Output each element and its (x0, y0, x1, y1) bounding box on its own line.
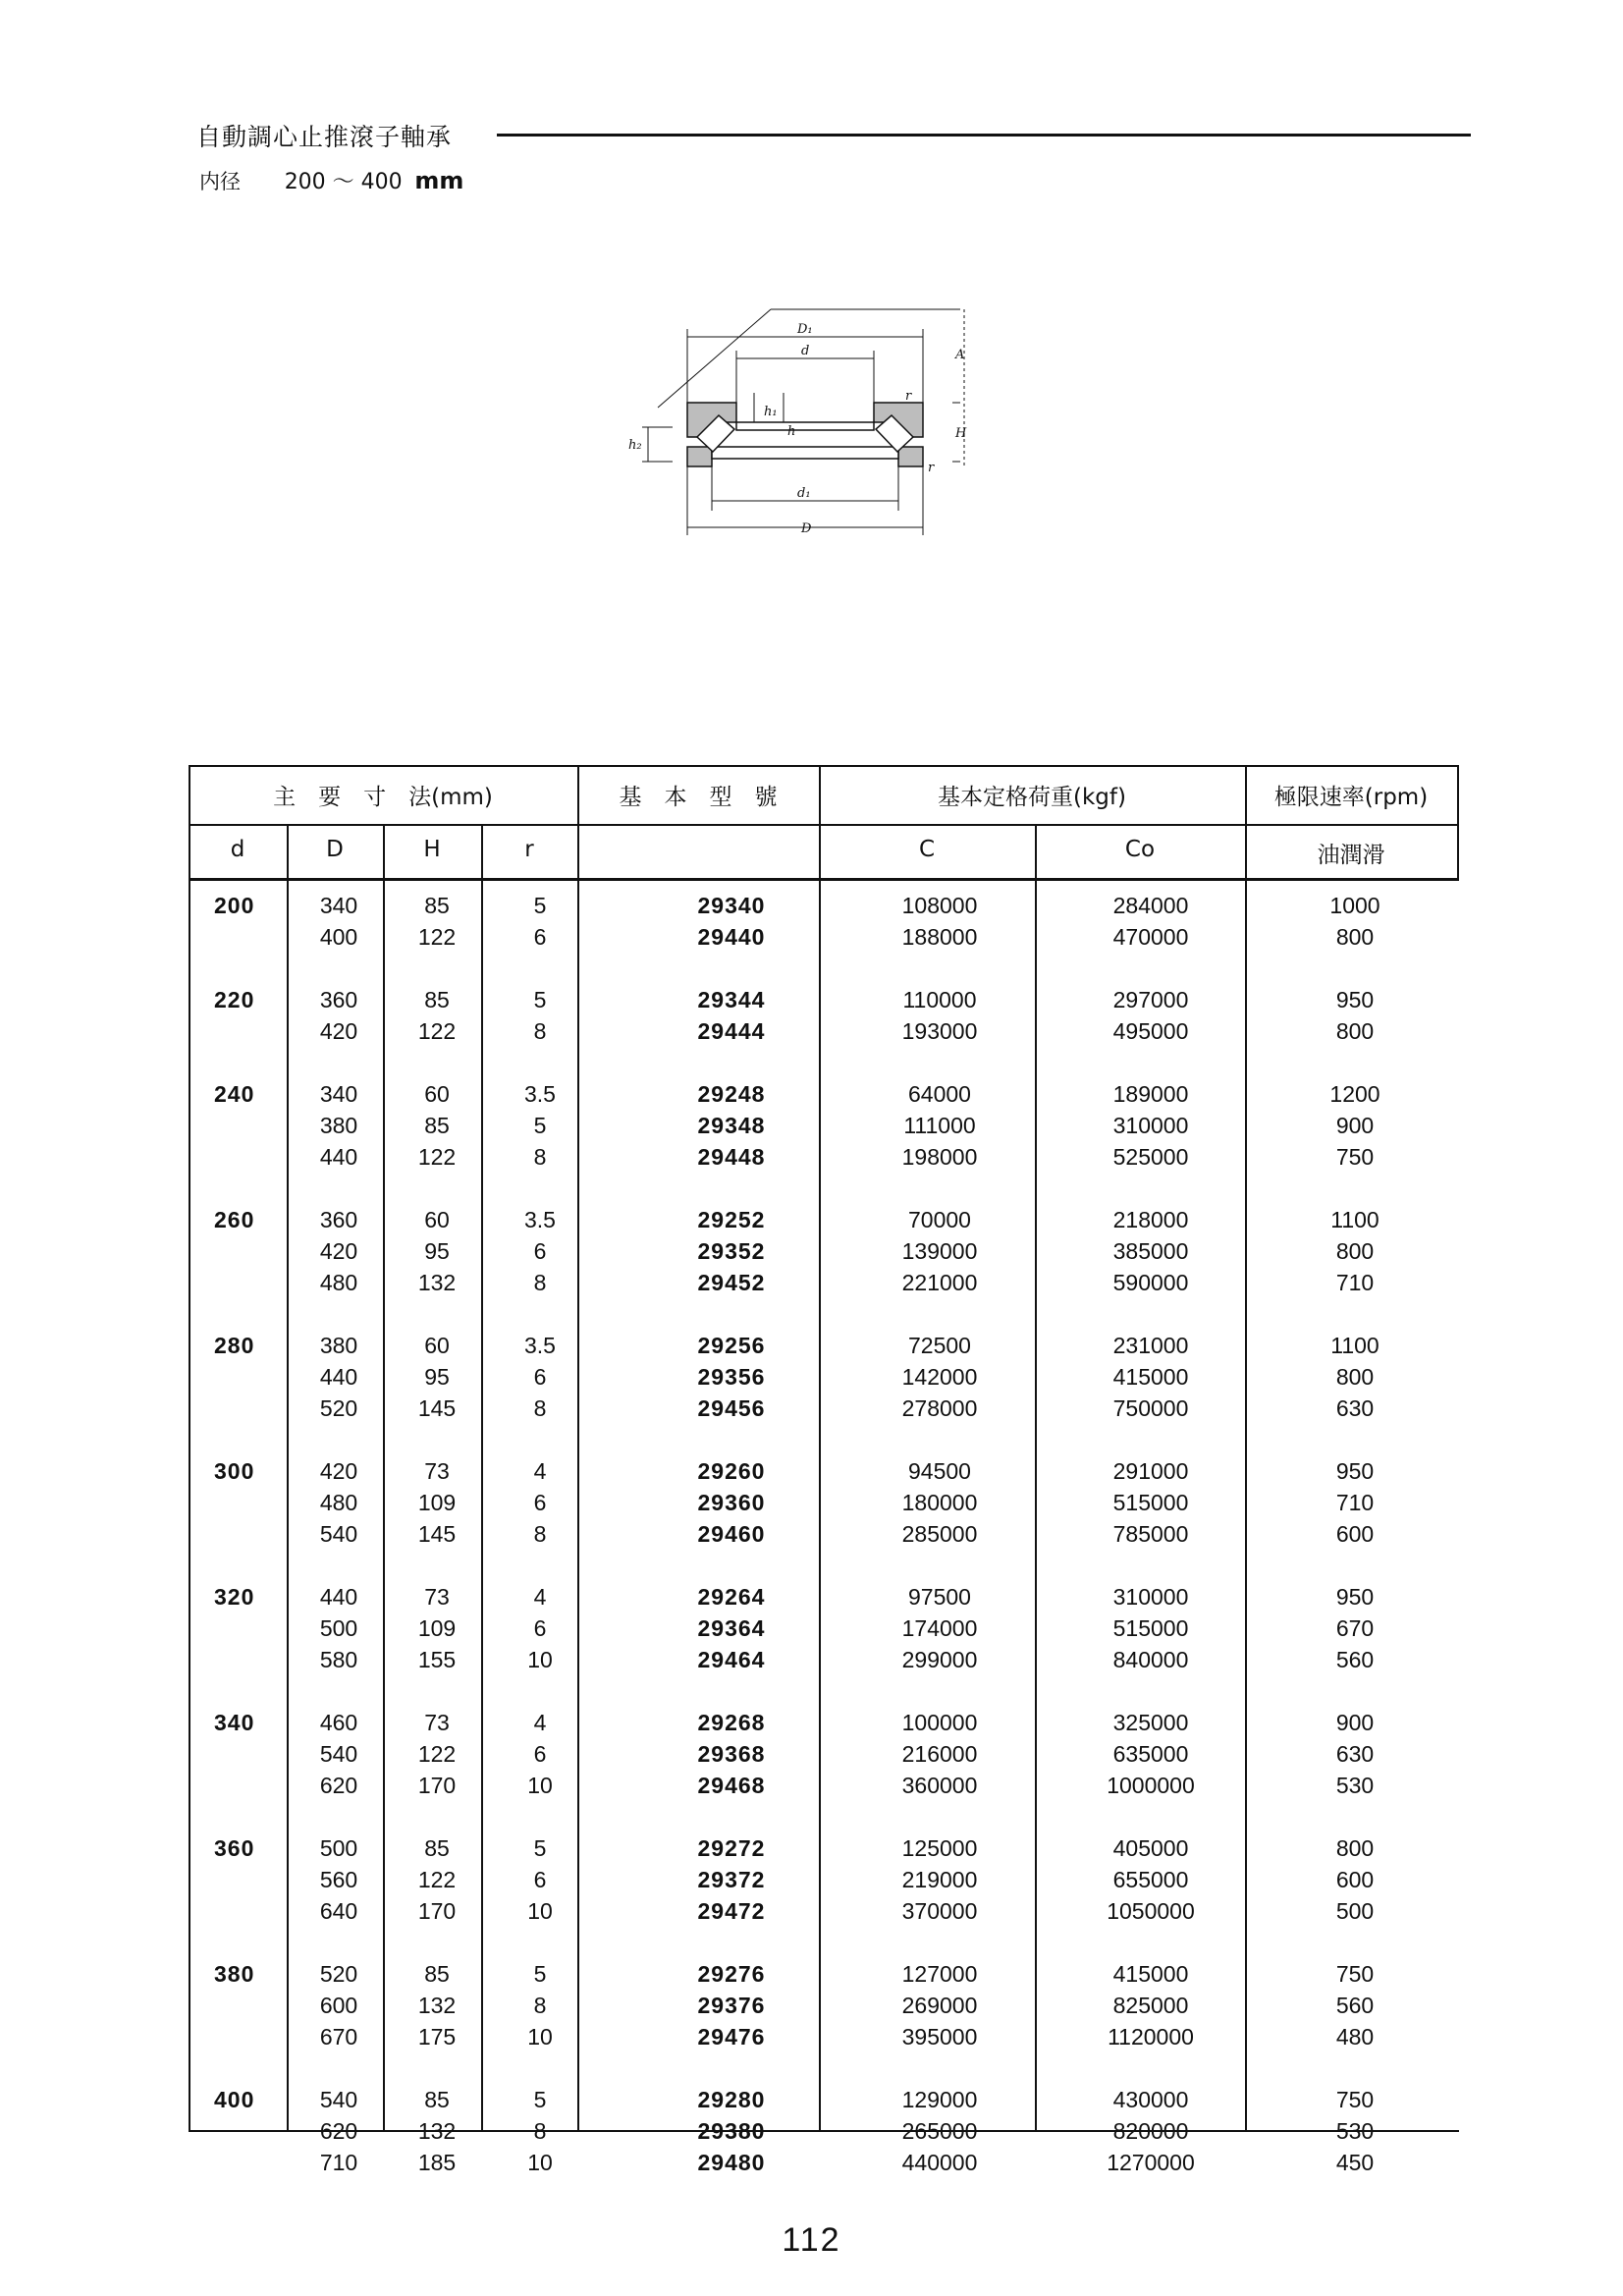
label-D1: D₁ (797, 322, 813, 337)
subtitle-label: 内径 (199, 170, 241, 193)
cell-speed: 560 (1335, 1993, 1375, 2018)
cell-r: 6 (533, 1615, 547, 1641)
cell-H: 132 (417, 1270, 457, 1295)
cell-D: 400 (319, 924, 358, 950)
cell-C: 193000 (901, 1018, 978, 1044)
cell-speed: 450 (1335, 2150, 1375, 2175)
cell-H: 132 (417, 1993, 457, 2018)
cell-speed: 750 (1335, 1961, 1375, 1987)
cell-D: 520 (319, 1961, 358, 1987)
cell-C: 125000 (901, 1835, 978, 1861)
page-number: 112 (782, 2221, 841, 2259)
table-row (189, 984, 1459, 1015)
cell-model: 29472 (697, 1898, 766, 1924)
cell-model: 29268 (697, 1710, 766, 1735)
cell-C: 299000 (901, 1647, 978, 1672)
label-h: h (787, 424, 796, 439)
table-row (189, 1707, 1459, 1738)
cell-speed: 800 (1335, 1364, 1375, 1390)
cell-r: 8 (533, 1144, 547, 1170)
cell-Co: 515000 (1112, 1615, 1189, 1641)
cell-model: 29248 (697, 1081, 766, 1107)
table-row (189, 2084, 1459, 2115)
cell-Co: 297000 (1112, 987, 1189, 1012)
cell-r: 8 (533, 1270, 547, 1295)
cell-speed: 750 (1335, 1144, 1375, 1170)
cell-D: 380 (319, 1333, 358, 1358)
cell-H: 122 (417, 1144, 457, 1170)
cell-model: 29464 (697, 1647, 766, 1672)
cell-r: 10 (527, 2150, 553, 2175)
label-h1: h₁ (764, 405, 778, 419)
cell-H: 73 (424, 1584, 450, 1610)
cell-r: 6 (533, 1364, 547, 1390)
cell-D: 500 (319, 1615, 358, 1641)
cell-speed: 560 (1335, 1647, 1375, 1672)
cell-model: 29340 (697, 893, 766, 918)
cell-speed: 950 (1335, 1584, 1375, 1610)
cell-model: 29440 (697, 924, 766, 950)
cell-D: 540 (319, 2087, 358, 2112)
cell-C: 64000 (908, 1081, 971, 1107)
cell-Co: 189000 (1112, 1081, 1189, 1107)
cell-speed: 600 (1335, 1521, 1375, 1547)
cell-d: 380 (214, 1961, 255, 1987)
cell-D: 640 (319, 1898, 358, 1924)
cell-C: 188000 (901, 924, 978, 950)
cell-D: 420 (319, 1018, 358, 1044)
cell-H: 170 (417, 1898, 457, 1924)
table-row (189, 1015, 1459, 1047)
cell-speed: 710 (1335, 1490, 1375, 1515)
cell-H: 85 (424, 1961, 450, 1987)
cell-Co: 495000 (1112, 1018, 1189, 1044)
cell-Co: 231000 (1112, 1333, 1189, 1358)
cell-model: 29364 (697, 1615, 766, 1641)
cell-H: 109 (417, 1615, 457, 1641)
table-row (189, 1518, 1459, 1550)
cell-speed: 1200 (1329, 1081, 1380, 1107)
label-D: D (801, 521, 812, 536)
cell-C: 180000 (901, 1490, 978, 1515)
cell-r: 6 (533, 1238, 547, 1264)
cell-speed: 800 (1335, 1238, 1375, 1264)
cell-C: 72500 (908, 1333, 971, 1358)
cell-D: 520 (319, 1395, 358, 1421)
cell-Co: 291000 (1112, 1458, 1189, 1484)
cell-H: 185 (417, 2150, 457, 2175)
table-row (189, 1361, 1459, 1393)
cell-model: 29476 (697, 2024, 766, 2050)
header-col-r: r (524, 837, 534, 862)
cell-model: 29372 (697, 1867, 766, 1892)
cell-r: 5 (533, 1113, 547, 1138)
cell-r: 10 (527, 1898, 553, 1924)
cell-r: 5 (533, 987, 547, 1012)
cell-Co: 325000 (1112, 1710, 1189, 1735)
cell-model: 29272 (697, 1835, 766, 1861)
cell-d: 240 (214, 1081, 255, 1107)
table-row (189, 1078, 1459, 1110)
label-A: A (955, 348, 965, 362)
cell-model: 29368 (697, 1741, 766, 1767)
cell-Co: 1050000 (1107, 1898, 1195, 1924)
cell-speed: 1100 (1330, 1207, 1380, 1232)
table-row (189, 1110, 1459, 1141)
cell-Co: 1270000 (1107, 2150, 1195, 2175)
cell-r: 6 (533, 924, 547, 950)
header-col-D: D (326, 837, 344, 862)
subtitle-range: 200 ～ 400 (284, 170, 403, 194)
cell-C: 139000 (901, 1238, 978, 1264)
cell-C: 198000 (901, 1144, 978, 1170)
page-subtitle (199, 165, 463, 195)
cell-r: 6 (533, 1867, 547, 1892)
cell-r: 4 (533, 1584, 547, 1610)
table-row (189, 1204, 1459, 1235)
cell-r: 8 (533, 1018, 547, 1044)
header-speed-group: 極限速率(rpm) (1273, 785, 1429, 810)
cell-C: 97500 (908, 1584, 971, 1610)
subtitle-unit: mm (414, 167, 464, 194)
cell-d: 360 (214, 1835, 255, 1861)
cell-C: 269000 (901, 1993, 978, 2018)
header-col-H: H (423, 837, 441, 862)
table-row (189, 1330, 1459, 1361)
table-row (189, 1393, 1459, 1424)
cell-C: 174000 (901, 1615, 978, 1641)
cell-D: 340 (319, 1081, 358, 1107)
header-col-d: d (230, 837, 245, 862)
cell-D: 420 (319, 1238, 358, 1264)
cell-C: 278000 (901, 1395, 978, 1421)
cell-Co: 310000 (1112, 1584, 1189, 1610)
cell-speed: 950 (1335, 1458, 1375, 1484)
cell-H: 122 (417, 924, 457, 950)
cell-H: 85 (424, 987, 450, 1012)
cell-C: 265000 (901, 2118, 978, 2144)
table-row (189, 1832, 1459, 1864)
cell-D: 420 (319, 1458, 358, 1484)
label-H: H (955, 426, 967, 441)
table-row (189, 1864, 1459, 1895)
cell-C: 108000 (901, 893, 978, 918)
table-row (189, 2021, 1459, 2052)
cell-C: 94500 (908, 1458, 971, 1484)
cell-d: 400 (214, 2087, 255, 2112)
cell-r: 8 (533, 1993, 547, 2018)
cell-H: 95 (424, 1238, 450, 1264)
cell-r: 3.5 (524, 1207, 556, 1232)
table-row (189, 1895, 1459, 1927)
cell-D: 440 (319, 1144, 358, 1170)
cell-H: 85 (424, 1113, 450, 1138)
cell-Co: 1000000 (1107, 1773, 1195, 1798)
cell-model: 29352 (697, 1238, 766, 1264)
cell-Co: 785000 (1112, 1521, 1189, 1547)
cell-model: 29448 (697, 1144, 766, 1170)
cell-model: 29480 (697, 2150, 766, 2175)
cell-r: 8 (533, 1521, 547, 1547)
table-row (189, 890, 1459, 921)
cell-D: 360 (319, 1207, 358, 1232)
cell-Co: 310000 (1112, 1113, 1189, 1138)
cell-Co: 415000 (1112, 1961, 1189, 1987)
table-row (189, 1141, 1459, 1173)
cell-H: 122 (417, 1741, 457, 1767)
table-row (189, 1487, 1459, 1518)
header-col-lube: 油潤滑 (1317, 843, 1385, 868)
cell-model: 29280 (697, 2087, 766, 2112)
cell-r: 6 (533, 1490, 547, 1515)
cell-D: 580 (319, 1647, 358, 1672)
title-rule (497, 134, 1471, 137)
cell-r: 6 (533, 1741, 547, 1767)
cell-H: 95 (424, 1364, 450, 1390)
cell-C: 142000 (901, 1364, 978, 1390)
cell-C: 111000 (903, 1113, 976, 1138)
label-d: d (801, 344, 810, 358)
cell-D: 710 (319, 2150, 358, 2175)
cell-model: 29460 (697, 1521, 766, 1547)
cell-speed: 630 (1335, 1395, 1375, 1421)
cell-Co: 1120000 (1108, 2024, 1194, 2050)
cell-Co: 840000 (1112, 1647, 1189, 1672)
header-col-Co: Co (1124, 837, 1156, 862)
cell-Co: 635000 (1112, 1741, 1189, 1767)
cell-r: 5 (533, 1835, 547, 1861)
cell-Co: 218000 (1112, 1207, 1189, 1232)
cell-Co: 470000 (1112, 924, 1189, 950)
cell-H: 145 (417, 1395, 457, 1421)
cell-D: 460 (319, 1710, 358, 1735)
table-row (189, 1990, 1459, 2021)
page-title: 自動調心止推滾子軸承 (196, 123, 453, 151)
cell-H: 85 (424, 893, 450, 918)
label-r-top: r (905, 389, 912, 404)
cell-speed: 530 (1335, 1773, 1375, 1798)
cell-speed: 800 (1335, 1835, 1375, 1861)
cell-D: 540 (319, 1521, 358, 1547)
cell-H: 60 (424, 1081, 450, 1107)
table-row (189, 921, 1459, 953)
cell-speed: 800 (1335, 1018, 1375, 1044)
cell-D: 670 (319, 2024, 358, 2050)
cell-model: 29452 (697, 1270, 766, 1295)
table-row (189, 1235, 1459, 1267)
cell-C: 370000 (901, 1898, 978, 1924)
cell-D: 380 (319, 1113, 358, 1138)
cell-D: 600 (319, 1993, 358, 2018)
cell-Co: 820000 (1112, 2118, 1189, 2144)
cell-speed: 480 (1335, 2024, 1375, 2050)
cell-r: 3.5 (524, 1333, 556, 1358)
cell-Co: 525000 (1112, 1144, 1189, 1170)
cell-C: 360000 (901, 1773, 978, 1798)
cell-D: 620 (319, 2118, 358, 2144)
cell-r: 5 (533, 2087, 547, 2112)
bearing-diagram (628, 300, 967, 536)
cell-D: 560 (319, 1867, 358, 1892)
cell-D: 360 (319, 987, 358, 1012)
cell-speed: 800 (1335, 924, 1375, 950)
cell-speed: 530 (1335, 2118, 1375, 2144)
cell-speed: 600 (1335, 1867, 1375, 1892)
cell-H: 122 (417, 1867, 457, 1892)
cell-model: 29256 (697, 1333, 766, 1358)
cell-D: 540 (319, 1741, 358, 1767)
header-col-C: C (918, 837, 936, 862)
cell-H: 85 (424, 2087, 450, 2112)
cell-Co: 515000 (1112, 1490, 1189, 1515)
cell-H: 60 (424, 1333, 450, 1358)
cell-D: 620 (319, 1773, 358, 1798)
cell-C: 70000 (908, 1207, 971, 1232)
cell-model: 29264 (697, 1584, 766, 1610)
cell-model: 29456 (697, 1395, 766, 1421)
cell-C: 395000 (901, 2024, 978, 2050)
cell-model: 29276 (697, 1961, 766, 1987)
cell-r: 5 (533, 893, 547, 918)
cell-C: 440000 (901, 2150, 978, 2175)
cell-r: 10 (527, 1647, 553, 1672)
cell-C: 219000 (901, 1867, 978, 1892)
cell-speed: 750 (1335, 2087, 1375, 2112)
cell-D: 440 (319, 1584, 358, 1610)
cell-Co: 415000 (1112, 1364, 1189, 1390)
table-row (189, 1455, 1459, 1487)
label-d1: d₁ (797, 486, 811, 501)
table-row (189, 1738, 1459, 1770)
cell-C: 110000 (902, 987, 977, 1012)
cell-model: 29252 (697, 1207, 766, 1232)
cell-H: 85 (424, 1835, 450, 1861)
cell-d: 340 (214, 1710, 255, 1735)
cell-model: 29348 (697, 1113, 766, 1138)
bearing-table (189, 765, 1459, 2175)
cell-d: 280 (214, 1333, 255, 1358)
cell-r: 8 (533, 2118, 547, 2144)
cell-Co: 825000 (1112, 1993, 1189, 2018)
cell-model: 29468 (697, 1773, 766, 1798)
cell-speed: 630 (1335, 1741, 1375, 1767)
table-row (189, 1958, 1459, 1990)
cell-D: 340 (319, 893, 358, 918)
cell-speed: 950 (1335, 987, 1375, 1012)
cell-Co: 750000 (1112, 1395, 1189, 1421)
cell-r: 10 (527, 2024, 553, 2050)
cell-model: 29344 (697, 987, 766, 1012)
cell-model: 29260 (697, 1458, 766, 1484)
header-dims-group: 主 要 寸 法(mm) (273, 785, 493, 810)
cell-D: 500 (319, 1835, 358, 1861)
cell-speed: 710 (1335, 1270, 1375, 1295)
cell-r: 4 (533, 1710, 547, 1735)
cell-r: 5 (533, 1961, 547, 1987)
cell-model: 29380 (697, 2118, 766, 2144)
cell-C: 285000 (901, 1521, 978, 1547)
cell-Co: 284000 (1112, 893, 1189, 918)
cell-Co: 430000 (1112, 2087, 1189, 2112)
cell-H: 109 (417, 1490, 457, 1515)
cell-C: 129000 (901, 2087, 978, 2112)
cell-speed: 1100 (1330, 1333, 1380, 1358)
cell-d: 220 (214, 987, 255, 1012)
cell-C: 216000 (901, 1741, 978, 1767)
cell-d: 260 (214, 1207, 255, 1232)
cell-Co: 405000 (1112, 1835, 1189, 1861)
cell-speed: 900 (1335, 1113, 1375, 1138)
cell-C: 127000 (901, 1961, 978, 1987)
cell-speed: 670 (1335, 1615, 1375, 1641)
cell-r: 8 (533, 1395, 547, 1421)
cell-H: 132 (417, 2118, 457, 2144)
cell-H: 145 (417, 1521, 457, 1547)
cell-d: 320 (214, 1584, 255, 1610)
header-load-group: 基本定格荷重(kgf) (938, 785, 1126, 810)
cell-D: 440 (319, 1364, 358, 1390)
cell-d: 200 (214, 893, 255, 918)
cell-H: 122 (417, 1018, 457, 1044)
cell-speed: 1000 (1329, 893, 1380, 918)
table-row (189, 2147, 1459, 2178)
cell-model: 29444 (697, 1018, 766, 1044)
cell-r: 4 (533, 1458, 547, 1484)
label-r-bottom: r (928, 461, 935, 475)
cell-H: 170 (417, 1773, 457, 1798)
table-row (189, 1581, 1459, 1613)
cell-model: 29376 (697, 1993, 766, 2018)
cell-r: 3.5 (524, 1081, 556, 1107)
cell-D: 480 (319, 1490, 358, 1515)
cell-C: 221000 (901, 1270, 978, 1295)
table-row (189, 2115, 1459, 2147)
cell-H: 155 (417, 1647, 457, 1672)
cell-H: 175 (417, 2024, 457, 2050)
cell-d: 300 (214, 1458, 255, 1484)
table-row (189, 1770, 1459, 1801)
header-model: 基 本 型 號 (619, 785, 778, 810)
cell-D: 480 (319, 1270, 358, 1295)
label-h2: h₂ (628, 438, 642, 453)
cell-speed: 500 (1335, 1898, 1375, 1924)
cell-Co: 385000 (1112, 1238, 1189, 1264)
cell-model: 29360 (697, 1490, 766, 1515)
cell-Co: 590000 (1112, 1270, 1189, 1295)
cell-H: 73 (424, 1458, 450, 1484)
table-row (189, 1267, 1459, 1298)
cell-H: 60 (424, 1207, 450, 1232)
cell-Co: 655000 (1112, 1867, 1189, 1892)
table-row (189, 1613, 1459, 1644)
cell-r: 10 (527, 1773, 553, 1798)
cell-C: 100000 (901, 1710, 978, 1735)
table-row (189, 1644, 1459, 1675)
cell-speed: 900 (1335, 1710, 1375, 1735)
cell-model: 29356 (697, 1364, 766, 1390)
cell-H: 73 (424, 1710, 450, 1735)
